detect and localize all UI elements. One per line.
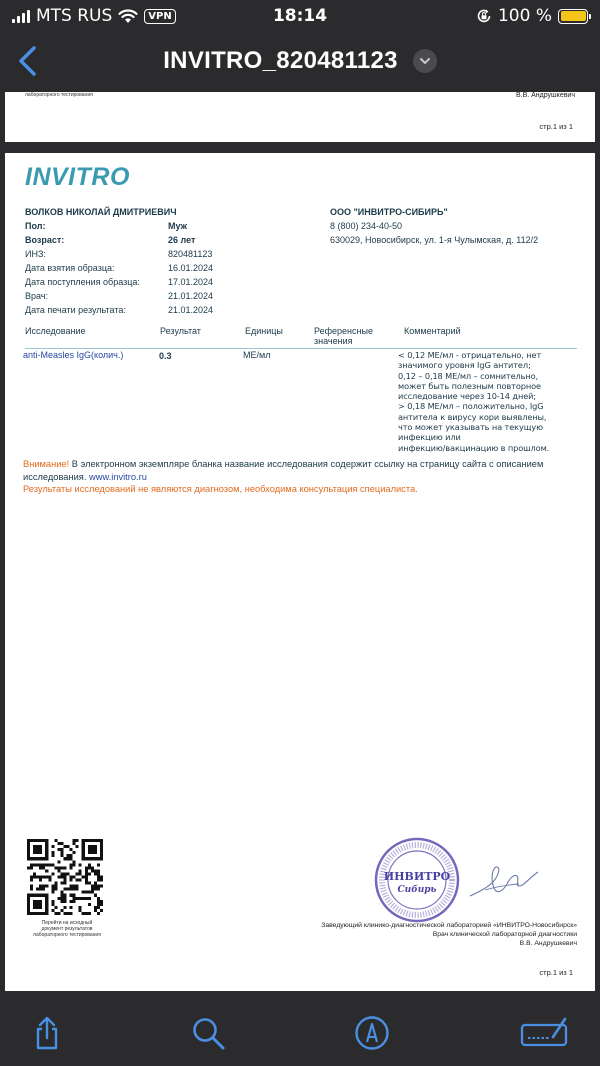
patient-row <box>25 275 213 289</box>
comment-line: инфекцию/вакцинацию в прошлом. <box>398 442 550 453</box>
share-icon[interactable] <box>29 1015 65 1051</box>
footer-line1: Заведующий клинико-диагностической лабораторией «ИНВИТРО-Новосибирск» <box>321 922 577 929</box>
invitro-logo: INVITRO <box>25 163 130 191</box>
prev-page-number: стр.1 из 1 <box>539 122 573 131</box>
patient-field-value: 26 лет <box>168 235 196 245</box>
vpn-badge: VPN <box>144 9 175 24</box>
lab-info <box>330 205 538 247</box>
battery-icon <box>558 9 588 24</box>
signature-image <box>467 858 542 903</box>
stamp-line1: ИНВИТРО <box>383 870 451 883</box>
patient-row <box>25 247 213 261</box>
patient-row <box>25 261 213 275</box>
page-number: стр.1 из 1 <box>539 968 573 977</box>
patient-field-label: ИНЗ: <box>25 249 46 259</box>
document-title[interactable] <box>0 46 600 75</box>
warning-notice <box>23 458 583 483</box>
header-comment: Комментарий <box>404 326 461 336</box>
comment-line: исследование через 10-14 дней; <box>398 391 537 402</box>
header-units: Единицы <box>245 326 283 336</box>
markup-icon[interactable] <box>354 1015 390 1051</box>
comment-line: что может указывать на текущую <box>398 422 543 433</box>
patient-field-value: 21.01.2024 <box>168 291 214 301</box>
test-name-link[interactable]: anti-Measles IgG(колич.) <box>23 350 124 360</box>
bottom-toolbar <box>0 991 600 1066</box>
carrier-label: MTS RUS <box>36 6 113 26</box>
result-comment <box>398 350 580 453</box>
patient-field-value: Муж <box>168 221 187 231</box>
prev-doctor-name: В.В. Андрушкевич <box>515 92 575 99</box>
prev-qr-caption: лабораторного тестирования <box>25 92 93 98</box>
patient-field-label: Дата взятия образца: <box>25 263 115 273</box>
header-reference-line1: Референсные <box>314 326 373 336</box>
footer-line3: В.В. Андрушкевич <box>519 940 577 947</box>
clock: 18:14 <box>272 6 328 26</box>
qr-caption <box>22 920 112 938</box>
document-page[interactable] <box>5 153 595 991</box>
comment-line: значимого уровня IgG антител; <box>398 360 531 371</box>
comment-line: может быть полезным повторное <box>398 380 541 391</box>
patient-row <box>25 233 213 247</box>
patient-row <box>25 289 213 303</box>
header-reference-line2: значения <box>314 336 353 346</box>
lab-name: ООО "ИНВИТРО-СИБИРЬ" <box>330 207 448 217</box>
qr-caption-line: лабораторного тестирования <box>33 932 101 938</box>
patient-field-label: Пол: <box>25 221 46 231</box>
patient-info <box>25 205 213 317</box>
patient-row <box>25 303 213 317</box>
lab-stamp <box>373 836 461 924</box>
patient-name: ВОЛКОВ НИКОЛАЙ ДМИТРИЕВИЧ <box>25 207 177 217</box>
patient-rows <box>25 219 213 317</box>
patient-field-label: Врач: <box>25 291 49 301</box>
lab-phone: 8 (800) 234-40-50 <box>330 221 403 231</box>
patient-field-label: Дата поступления образца: <box>25 277 140 287</box>
results-table-header <box>25 326 577 349</box>
comment-line: > 0,18 МЕ/мл – положительно, IgG <box>398 401 544 412</box>
status-right <box>476 6 588 26</box>
qr-caption-line: Перейти на исходный <box>41 920 93 926</box>
status-bar <box>0 0 600 30</box>
patient-field-label: Дата печати результата: <box>25 305 126 315</box>
battery-percent: 100 % <box>497 6 552 26</box>
patient-field-label: Возраст: <box>25 235 65 245</box>
comment-line: 0,12 – 0,18 МЕ/мл – сомнительно, <box>398 370 539 381</box>
header-reference <box>314 326 373 346</box>
chevron-down-icon <box>413 49 437 73</box>
comment-line: антитела к вирусу кори выявлены, <box>398 411 547 422</box>
stamp-line2: Сибирь <box>397 885 437 895</box>
result-value: 0.3 <box>159 351 172 361</box>
patient-row <box>25 219 213 233</box>
footer-line2: Врач клинической лабораторной диагностики <box>432 931 577 938</box>
rotation-lock-icon <box>476 8 492 24</box>
comment-line: инфекцию или <box>398 432 461 443</box>
patient-field-value: 21.01.2024 <box>168 305 214 315</box>
signature-icon[interactable] <box>520 1015 568 1051</box>
comment-line: < 0,12 МЕ/мл - отрицательно, нет <box>398 350 542 360</box>
invitro-link[interactable]: www.invitro.ru <box>89 471 147 482</box>
lab-address: 630029, Новосибирск, ул. 1-я Чулымская, д. 112/2 <box>330 235 539 245</box>
result-units: МЕ/мл <box>243 350 271 360</box>
qr-caption-line: документ результатов <box>41 926 93 932</box>
battery-level <box>561 11 586 21</box>
header-test: Исследование <box>25 326 86 336</box>
previous-page-fragment[interactable] <box>5 92 595 142</box>
patient-field-value: 17.01.2024 <box>168 277 214 287</box>
navigation-bar <box>0 30 600 92</box>
warning-label: Внимание! <box>23 459 70 469</box>
patient-field-value: 820481123 <box>168 249 213 259</box>
title-menu-button[interactable] <box>413 49 437 73</box>
document-title-text: INVITRO_820481123 <box>163 46 398 74</box>
header-result: Результат <box>160 326 201 336</box>
qr-code[interactable] <box>27 839 103 915</box>
search-icon[interactable] <box>190 1015 226 1051</box>
warning-text: В электронном экземпляре бланка название исследования содержит ссылку на страницу сайта с описанием исследования. <box>23 459 544 482</box>
diagnosis-disclaimer: Результаты исследований не являются диагнозом, необходима консультация специалиста. <box>23 484 418 494</box>
footer-signatory <box>321 921 577 948</box>
patient-field-value: 16.01.2024 <box>168 263 214 273</box>
